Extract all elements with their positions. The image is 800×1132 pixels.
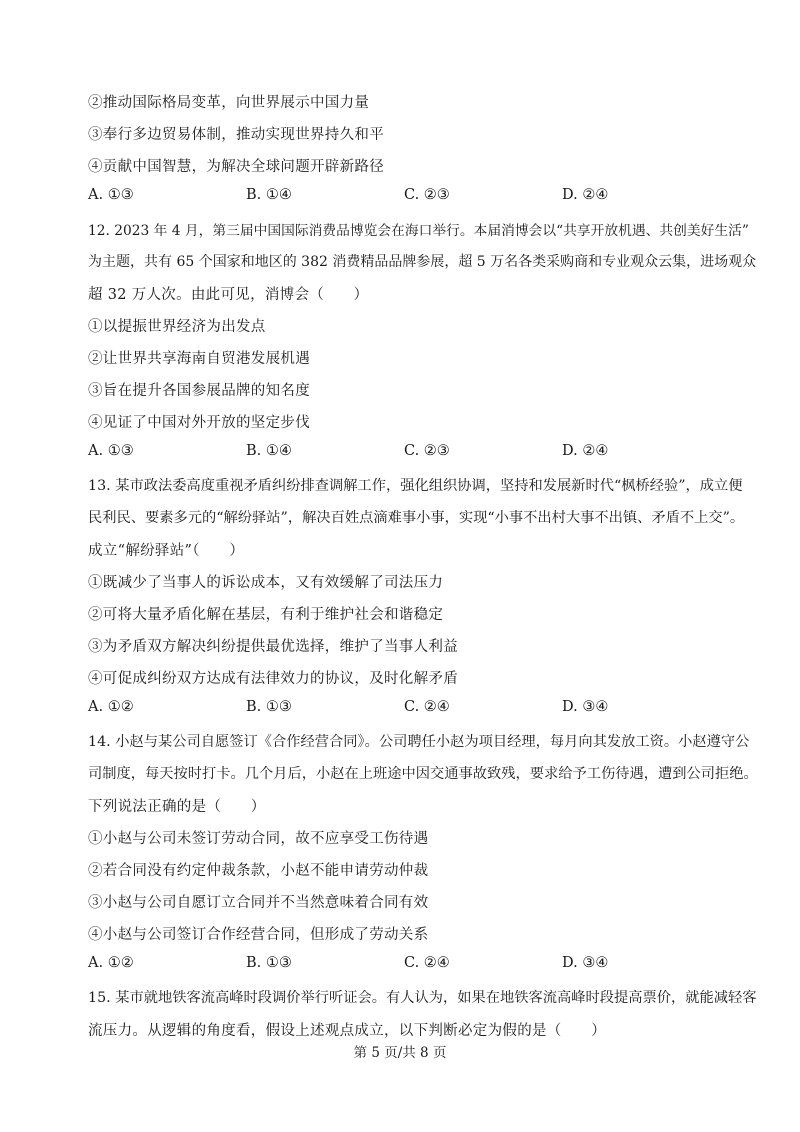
q12-statement-1: ①以提振世界经济为出发点 xyxy=(88,319,266,335)
q14-statement-4: ④小赵与公司签订合作经营合同，但形成了劳动关系 xyxy=(88,927,429,943)
q11-statement-3: ③奉行多边贸易体制，推动实现世界持久和平 xyxy=(88,127,384,143)
q14-stem-line-1: 14. 小赵与某公司自愿签订《合作经营合同》。公司聘任小赵为项目经理，每月向其发放工资。小赵遵守公 xyxy=(88,734,750,750)
q12-statement-4: ④见证了中国对外开放的坚定步伐 xyxy=(88,415,310,431)
q11-option-b: B. ①④ xyxy=(246,187,292,203)
q12-stem-line-3: 超 32 万人次。由此可见，消博会（ ） xyxy=(88,287,369,303)
q11-statement-4: ④贡献中国智慧，为解决全球问题开辟新路径 xyxy=(88,159,384,175)
q13-stem-line-1: 13. 某市政法委高度重视矛盾纠纷排查调解工作，强化组织协调，坚持和发展新时代“枫桥经验”，成立便 xyxy=(88,478,743,494)
q11-option-c: C. ②③ xyxy=(404,187,450,203)
q11-option-d: D. ②④ xyxy=(562,187,609,203)
q12-option-b: B. ①④ xyxy=(246,443,292,459)
q12-statement-2: ②让世界共享海南自贸港发展机遇 xyxy=(88,351,310,367)
q15-stem-line-1: 15. 某市就地铁客流高峰时段调价举行听证会。有人认为，如果在地铁客流高峰时段提高票价，就能减轻客 xyxy=(88,990,757,1006)
q12-statement-3: ③旨在提升各国参展品牌的知名度 xyxy=(88,383,310,399)
q13-stem-line-3: 成立“解纷驿站”（ ） xyxy=(88,543,245,559)
q12-options xyxy=(88,443,728,463)
q14-option-a: A. ①② xyxy=(88,955,134,971)
q14-statement-3: ③小赵与公司自愿订立合同并不当然意味着合同有效 xyxy=(88,895,429,911)
q13-statement-3: ③为矛盾双方解决纠纷提供最优选择，维护了当事人利益 xyxy=(88,639,458,655)
q13-option-d: D. ③④ xyxy=(562,699,609,715)
q14-statement-2: ②若合同没有约定仲裁条款，小赵不能申请劳动仲裁 xyxy=(88,863,429,879)
q13-options xyxy=(88,699,728,719)
q14-statement-1: ①小赵与公司未签订劳动合同，故不应享受工伤待遇 xyxy=(88,831,429,847)
q13-stem-line-2: 民利民、要素多元的“解纷驿站”，解决百姓点滴难事小事，实现“小事不出村大事不出镇、矛盾不上交”。 xyxy=(88,510,745,526)
q13-option-a: A. ①② xyxy=(88,699,134,715)
q14-option-d: D. ③④ xyxy=(562,955,609,971)
q12-stem-line-2: 为主题，共有 65 个国家和地区的 382 消费精品品牌参展，超 5 万名各类采购商和专业观众云集，进场观众 xyxy=(88,254,757,270)
q14-option-b: B. ①③ xyxy=(246,955,292,971)
q13-statement-2: ②可将大量矛盾化解在基层，有利于维护社会和谐稳定 xyxy=(88,607,444,623)
q14-stem-line-3: 下列说法正确的是（ ） xyxy=(88,799,266,815)
q15-stem-line-2: 流压力。从逻辑的角度看，假设上述观点成立，以下判断必定为假的是（ ） xyxy=(88,1023,606,1039)
q14-option-c: C. ②④ xyxy=(404,955,450,971)
q12-option-d: D. ②④ xyxy=(562,443,609,459)
q11-option-a: A. ①③ xyxy=(88,187,134,203)
page-number-footer: 第 5 页/共 8 页 xyxy=(353,1045,447,1061)
q12-option-a: A. ①③ xyxy=(88,443,134,459)
q13-statement-1: ①既减少了当事人的诉讼成本，又有效缓解了司法压力 xyxy=(88,575,444,591)
q14-stem-line-2: 司制度，每天按时打卡。几个月后，小赵在上班途中因交通事故致残，要求给予工伤待遇，遭到公司拒绝。 xyxy=(88,766,758,782)
q12-stem-line-1: 12. 2023 年 4 月，第三届中国国际消费品博览会在海口举行。本届消博会以“共享开放机遇、共创美好生活” xyxy=(88,223,749,239)
q13-option-b: B. ①③ xyxy=(246,699,292,715)
q12-option-c: C. ②③ xyxy=(404,443,450,459)
q14-options xyxy=(88,955,728,975)
q13-option-c: C. ②④ xyxy=(404,699,450,715)
q11-statement-2: ②推动国际格局变革，向世界展示中国力量 xyxy=(88,95,370,111)
q13-statement-4: ④可促成纠纷双方达成有法律效力的协议，及时化解矛盾 xyxy=(88,671,458,687)
q11-options xyxy=(88,187,728,207)
